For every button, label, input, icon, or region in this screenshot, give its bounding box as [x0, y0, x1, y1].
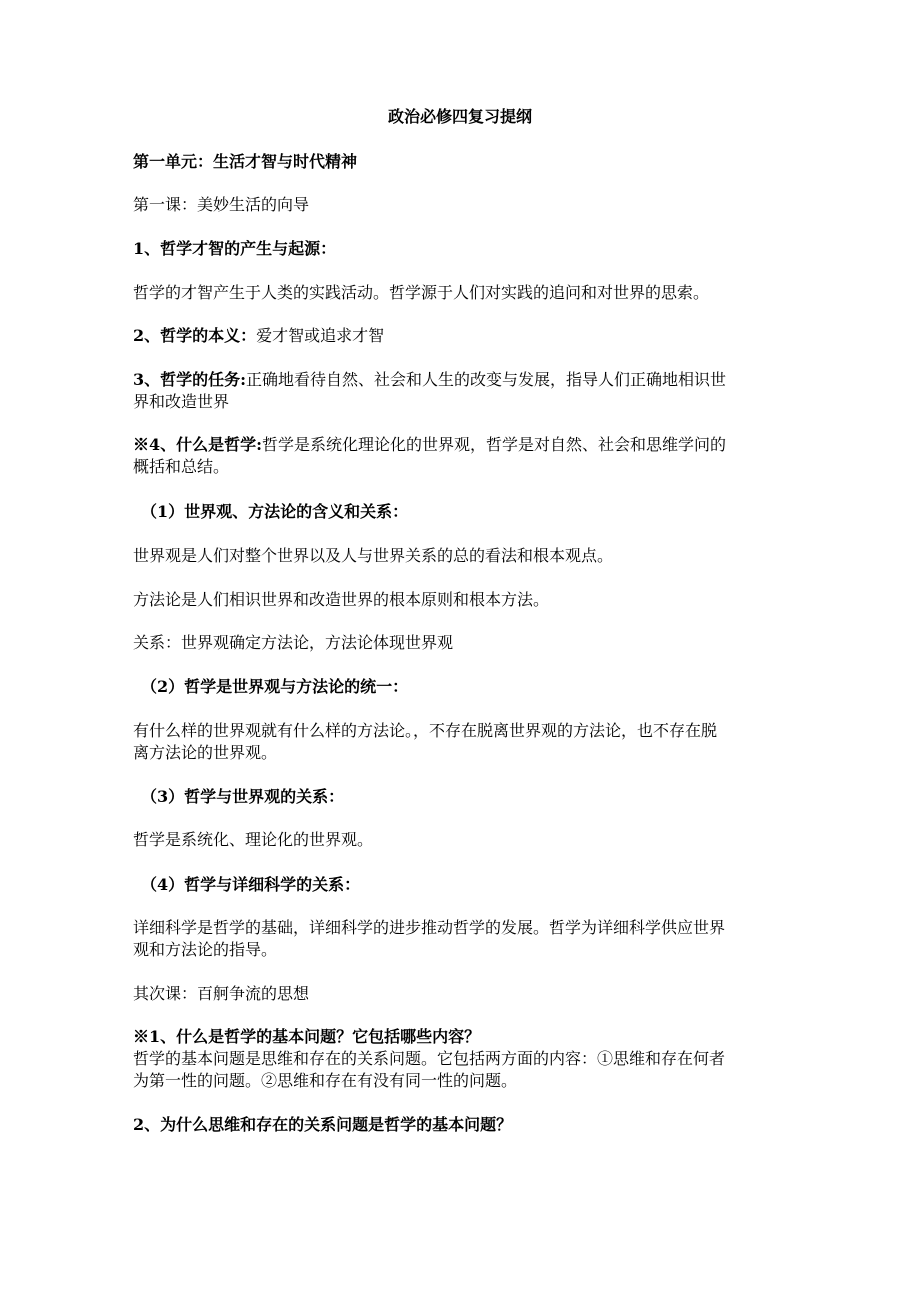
paragraph: 关系：世界观确定方法论，方法论体现世界观	[133, 633, 454, 652]
inline-heading: 3、哲学的任务:	[133, 370, 247, 389]
inline-heading: 2、哲学的本义：	[133, 326, 257, 345]
inline-heading: ※4、什么是哲学:	[133, 435, 263, 454]
inline-text: 爱才智或追求才智	[256, 326, 385, 345]
paragraph-continuation: 观和方法论的指导。	[133, 940, 278, 959]
paragraph-continuation: 概括和总结。	[133, 457, 230, 476]
unit-heading: 第一单元：生活才智与时代精神	[133, 152, 358, 171]
subsection-heading: （3）哲学与世界观的关系：	[141, 787, 345, 806]
subsection-heading: （1）世界观、方法论的含义和关系：	[141, 502, 409, 521]
paragraph	[133, 369, 793, 391]
document-title: 政治必修四复习提纲	[387, 107, 532, 126]
paragraph: 哲学的基本问题是思维和存在的关系问题。它包括两方面的内容：①思维和存在何者	[133, 1049, 726, 1068]
subsection-heading: （2）哲学是世界观与方法论的统一：	[141, 677, 409, 696]
lesson-heading: 其次课：百舸争流的思想	[133, 984, 310, 1003]
question-heading: ※1、什么是哲学的基本问题？它包括哪些内容？	[133, 1027, 481, 1046]
paragraph: 有什么样的世界观就有什么样的方法论。，不存在脱离世界观的方法论，也不存在脱	[133, 721, 718, 740]
inline-text: 正确地看待自然、社会和人生的改变与发展，指导人们正确地相识世	[246, 370, 727, 389]
paragraph: 详细科学是哲学的基础，详细科学的进步推动哲学的发展。哲学为详细科学供应世界	[133, 918, 726, 937]
section-heading: 1、哲学才智的产生与起源：	[133, 239, 337, 258]
paragraph: 哲学是系统化、理论化的世界观。	[133, 830, 374, 849]
inline-text: 哲学是系统化理论化的世界观，哲学是对自然、社会和思维学问的	[262, 435, 727, 454]
paragraph-continuation: 界和改造世界	[133, 392, 230, 411]
paragraph	[133, 325, 793, 347]
subsection-heading: （4）哲学与详细科学的关系：	[141, 875, 361, 894]
paragraph: 哲学的才智产生于人类的实践活动。哲学源于人们对实践的追问和对世界的思索。	[133, 283, 710, 302]
paragraph: 世界观是人们对整个世界以及人与世界关系的总的看法和根本观点。	[133, 546, 614, 565]
paragraph-continuation: 为第一性的问题。②思维和存在有没有同一性的问题。	[133, 1071, 518, 1090]
paragraph: 方法论是人们相识世界和改造世界的根本原则和根本方法。	[133, 590, 550, 609]
lesson-heading: 第一课：美妙生活的向导	[133, 195, 310, 214]
paragraph	[133, 434, 793, 456]
question-heading: 2、为什么思维和存在的关系问题是哲学的基本问题？	[133, 1115, 513, 1134]
paragraph-continuation: 离方法论的世界观。	[133, 743, 278, 762]
